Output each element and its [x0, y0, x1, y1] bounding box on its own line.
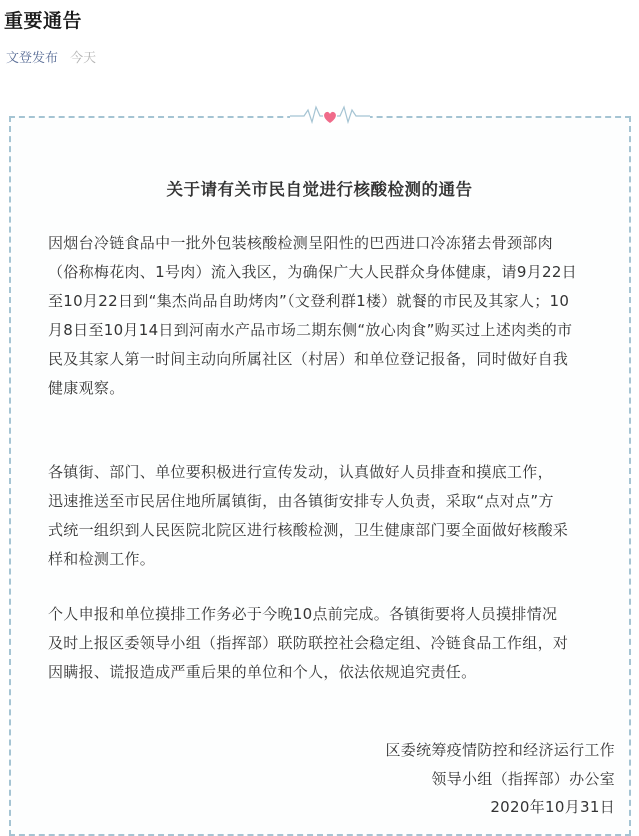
notice-paragraph-2: [48, 458, 616, 574]
publish-date: 今天: [70, 51, 97, 66]
paragraph-line: 民及其家人第一时间主动向所属社区（村居）和单位登记报备，同时做好自我: [48, 350, 569, 368]
paragraph-line: 迅速推送至市民居住地所属镇街，由各镇街安排专人负责，采取“点对点”方: [48, 492, 554, 510]
paragraph-line: 健康观察。: [48, 379, 125, 397]
paragraph-line: 因瞒报、谎报造成严重后果的单位和个人，依法依规追究责任。: [48, 663, 477, 681]
paragraph-line: 因烟台冷链食品中一批外包装核酸检测呈阳性的巴西进口冷冻猪去骨颈部肉: [48, 234, 553, 252]
signature-org-line-1: 区委统筹疫情防控和经济运行工作: [385, 741, 615, 759]
paragraph-line: 样和检测工作。: [48, 550, 156, 568]
paragraph-line: 各镇街、部门、单位要积极进行宣传发动，认真做好人员排查和摸底工作，: [48, 463, 553, 481]
notice-title: 关于请有关市民自觉进行核酸检测的通告: [166, 180, 473, 199]
paragraph-line: 月8日至10月14日到河南水产品市场二期东侧“放心肉食”购买过上述肉类的市: [48, 321, 573, 339]
source-link[interactable]: 文登发布: [6, 51, 59, 66]
notice-paragraph-1: [48, 229, 616, 403]
signature-date: 2020年10月31日: [490, 798, 615, 816]
signature-org-line-2: 领导小组（指挥部）办公室: [431, 770, 615, 788]
notice-paragraph-3: [48, 600, 616, 687]
divider-ornament: [290, 102, 370, 130]
paragraph-line: （俗称梅花肉、1号肉）流入我区，为确保广大人民群众身体健康，请9月22日: [48, 263, 577, 281]
paragraph-line: 至10月22日到“集杰尚品自助烤肉”（文登利群1楼）就餐的市民及其家人；10: [48, 292, 570, 310]
page-title: 重要通告: [4, 10, 83, 32]
heartbeat-heart-icon: [290, 102, 370, 130]
article-meta: [6, 47, 96, 66]
paragraph-line: 个人申报和单位摸排工作务必于今晚10点前完成。各镇街要将人员摸排情况: [48, 605, 558, 623]
paragraph-line: 式统一组织到人民医院北院区进行核酸检测，卫生健康部门要全面做好核酸采: [48, 521, 569, 539]
paragraph-line: 及时上报区委领导小组（指挥部）联防联控社会稳定组、冷链食品工作组，对: [48, 634, 569, 652]
